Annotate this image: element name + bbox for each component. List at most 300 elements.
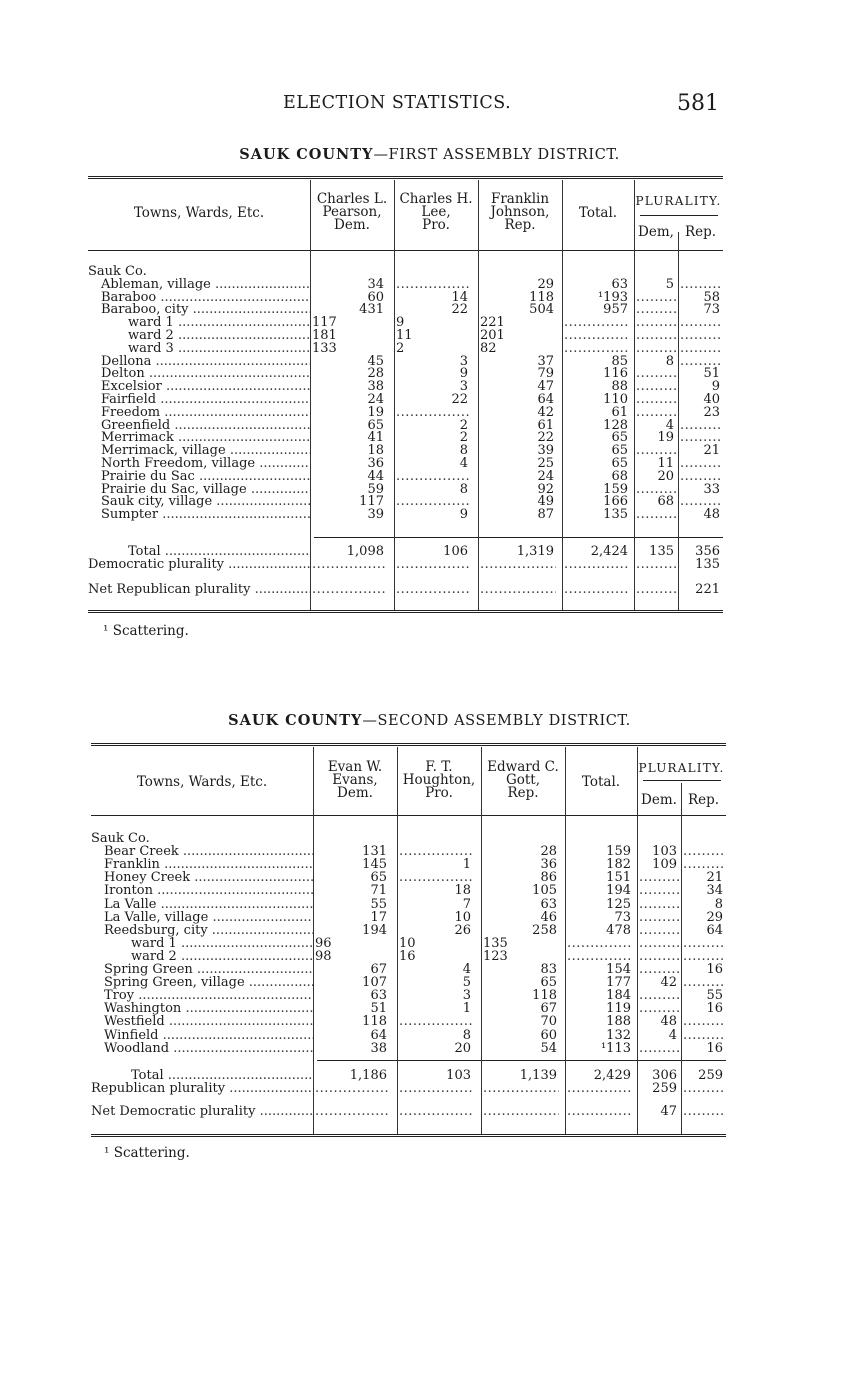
table-row <box>88 457 723 470</box>
cell: 2 <box>459 431 468 445</box>
table-row <box>88 393 723 406</box>
table-row <box>88 545 723 558</box>
cell: 188 <box>606 1015 631 1029</box>
cell: 2,424 <box>590 545 628 558</box>
cell: 86 <box>540 871 557 885</box>
cell: 18 <box>454 884 471 898</box>
cell: 1,186 <box>349 1069 387 1082</box>
cell <box>639 898 679 911</box>
cell: 16 <box>706 963 723 976</box>
cell <box>639 1002 679 1015</box>
cell: 25 <box>537 457 554 470</box>
cell <box>636 558 676 571</box>
table-row <box>88 355 723 368</box>
cell: 17 <box>370 910 387 924</box>
cell: 159 <box>603 482 628 496</box>
row-label: Troy ..... <box>91 989 313 1002</box>
cell <box>483 1105 559 1118</box>
cell: 83 <box>540 963 557 976</box>
cell <box>636 393 676 406</box>
cell: 118 <box>529 290 554 304</box>
cell <box>564 583 630 596</box>
cell <box>636 303 676 316</box>
cell: 194 <box>606 884 631 898</box>
cell: 24 <box>537 469 554 483</box>
cell: 98 <box>315 949 332 963</box>
row-label: Merrimack, village ..... <box>88 444 310 457</box>
table-row <box>91 871 726 884</box>
cell: 123 <box>483 949 508 963</box>
row-label: Dellona ..... <box>88 355 310 368</box>
cell: 117 <box>359 495 384 509</box>
cell: 38 <box>370 1041 387 1055</box>
cell: 44 <box>367 469 384 483</box>
row-label: North Freedom, village ..... <box>88 457 310 470</box>
row-label: Sumpter ..... <box>88 508 310 521</box>
cell: 118 <box>532 989 557 1003</box>
row-label: Washington ..... <box>91 1002 313 1015</box>
row-label: Reedsburg, city ..... <box>91 924 313 937</box>
cell: 34 <box>706 884 723 898</box>
cell: 103 <box>446 1069 471 1082</box>
cell: 159 <box>606 845 631 859</box>
cell: 11 <box>396 329 413 342</box>
cell <box>680 329 722 342</box>
cell: 37 <box>537 354 554 368</box>
cell <box>396 583 470 596</box>
cell: 8 <box>462 1028 471 1042</box>
row-label: Republican plurality ..... <box>91 1082 313 1095</box>
cell: 14 <box>451 290 468 304</box>
cell: 1,098 <box>346 545 384 558</box>
cell: 51 <box>370 1002 387 1016</box>
row-label: ward 2 ..... <box>88 329 310 342</box>
table-row <box>88 583 723 596</box>
cell: 54 <box>540 1041 557 1055</box>
cell: 42 <box>660 976 677 990</box>
cell <box>636 380 676 393</box>
cell <box>636 508 676 521</box>
cell <box>683 976 725 989</box>
cell: 65 <box>611 444 628 458</box>
table-row <box>91 1015 726 1028</box>
table-row <box>91 1105 726 1118</box>
cell: 85 <box>611 354 628 368</box>
cell <box>680 495 722 508</box>
cell: 177 <box>606 976 631 990</box>
cell: 88 <box>611 380 628 394</box>
table-row <box>88 419 723 432</box>
table-row <box>91 884 726 897</box>
cell: 135 <box>649 545 674 558</box>
cell: 8 <box>714 897 723 911</box>
table-row <box>88 278 723 291</box>
cell: 73 <box>703 303 720 317</box>
cell: 65 <box>611 457 628 470</box>
cell <box>564 316 630 329</box>
row-label: Sauk city, village ..... <box>88 495 310 508</box>
cell: 96 <box>315 936 332 950</box>
table-row <box>88 291 723 304</box>
cell: 117 <box>312 316 337 330</box>
cell: 51 <box>703 367 720 381</box>
cell: 28 <box>367 367 384 381</box>
plurality-dem-header: Dem, <box>638 224 674 240</box>
cell: 5 <box>665 277 674 291</box>
cell: 2 <box>396 341 405 355</box>
cell: 45 <box>367 354 384 368</box>
row-label: Greenfield ..... <box>88 419 310 432</box>
cell <box>396 278 470 291</box>
row-label: Net Republican plurality ..... <box>88 583 310 596</box>
cell <box>636 406 676 419</box>
cell: 24 <box>367 393 384 406</box>
cell: 194 <box>362 923 387 937</box>
total-header: Total. <box>578 205 618 221</box>
election-table-2 <box>91 739 726 1144</box>
cell <box>680 431 722 444</box>
row-label: ward 2 ..... <box>91 950 313 963</box>
row-label: Spring Green ..... <box>91 963 313 976</box>
row-label: Prairie du Sac, village ..... <box>88 483 310 496</box>
cell: 356 <box>695 545 720 558</box>
table-row <box>88 367 723 380</box>
table-row <box>91 911 726 924</box>
table-row <box>88 470 723 483</box>
election-table-1 <box>88 172 723 622</box>
cell: 131 <box>362 845 387 859</box>
row-label: Freedom ..... <box>88 406 310 419</box>
cell <box>683 1029 725 1042</box>
cell: 105 <box>532 884 557 898</box>
cell: 39 <box>537 444 554 458</box>
row-label: Baraboo, city ..... <box>88 303 310 316</box>
running-title: ELECTION STATISTICS. <box>283 93 512 113</box>
cell: 4 <box>668 1028 677 1042</box>
cell: 125 <box>606 897 631 911</box>
county-name-2: SAUK COUNTY <box>228 712 363 729</box>
cell <box>396 406 470 419</box>
table-row <box>88 495 723 508</box>
cell <box>399 845 473 858</box>
table-row <box>88 483 723 496</box>
cell: 61 <box>537 418 554 432</box>
cell <box>636 483 676 496</box>
cell: 68 <box>657 495 674 509</box>
cell <box>680 316 722 329</box>
cell <box>567 1105 633 1118</box>
cell: 59 <box>367 482 384 496</box>
cell <box>680 355 722 368</box>
cell <box>683 937 725 950</box>
cell: 26 <box>454 923 471 937</box>
cell: 22 <box>537 431 554 445</box>
cell: 166 <box>603 495 628 509</box>
row-label: Franklin ..... <box>91 858 313 871</box>
cell: 1,319 <box>516 545 554 558</box>
candidate-2-header: Charles H. Lee, Pro. <box>399 191 473 233</box>
cell: 145 <box>362 858 387 872</box>
cell <box>639 911 679 924</box>
cell: 79 <box>537 367 554 381</box>
table-row <box>91 898 726 911</box>
table-row <box>88 380 723 393</box>
cell: 128 <box>603 418 628 432</box>
table-row <box>88 508 723 521</box>
footnote-2: ¹ Scattering. <box>104 1145 190 1161</box>
cell: 1,139 <box>519 1069 557 1082</box>
cell <box>680 278 722 291</box>
total-header-2: Total. <box>581 774 621 790</box>
district-name-2: —SECOND ASSEMBLY DISTRICT. <box>362 713 631 729</box>
row-label: Merrimack ..... <box>88 431 310 444</box>
cell <box>399 871 473 884</box>
cell: 3 <box>459 380 468 394</box>
footnote-1: ¹ Scattering. <box>103 623 189 639</box>
cell: 10 <box>454 910 471 924</box>
cell: 132 <box>606 1028 631 1042</box>
cell <box>683 950 725 963</box>
cell: 82 <box>480 341 497 355</box>
cell: 133 <box>312 341 337 355</box>
row-label: ward 1 ..... <box>88 316 310 329</box>
cell: 1 <box>462 858 471 872</box>
cell: 4 <box>665 418 674 432</box>
cell <box>567 937 633 950</box>
table-row <box>91 1069 726 1082</box>
row-label: Net Democratic plurality ..... <box>91 1105 313 1118</box>
cell <box>312 558 386 571</box>
cell: 7 <box>462 897 471 911</box>
row-label: Sauk Co. <box>91 832 150 845</box>
running-header <box>0 93 859 121</box>
cell <box>567 1082 633 1095</box>
cell: 87 <box>537 508 554 522</box>
cell: 21 <box>706 871 723 885</box>
row-label: Westfield ..... <box>91 1015 313 1028</box>
cell: 10 <box>399 936 416 950</box>
cell: 36 <box>367 457 384 470</box>
cell <box>636 342 676 355</box>
cell <box>680 470 722 483</box>
cell: 116 <box>603 367 628 381</box>
cell: 40 <box>703 393 720 406</box>
county-name-1: SAUK COUNTY <box>239 146 374 163</box>
plurality-header-2: PLURALITY. <box>638 761 725 775</box>
cell: 42 <box>537 405 554 419</box>
table-row <box>91 924 726 937</box>
row-label: La Valle ..... <box>91 898 313 911</box>
cell: 478 <box>606 923 631 937</box>
cell <box>639 924 679 937</box>
cell: 106 <box>443 545 468 558</box>
cell: 63 <box>540 897 557 911</box>
cell: 67 <box>370 963 387 976</box>
row-label: La Valle, village ..... <box>91 911 313 924</box>
cell: 38 <box>367 380 384 394</box>
cell: 29 <box>706 910 723 924</box>
cell: 221 <box>695 583 720 597</box>
cell: 9 <box>396 316 405 330</box>
cell: 135 <box>695 558 720 572</box>
cell: 22 <box>451 393 468 406</box>
cell: 2 <box>459 418 468 432</box>
row-label: Sauk Co. <box>88 265 147 278</box>
table-row <box>91 1029 726 1042</box>
cell <box>315 1082 389 1095</box>
cell: 107 <box>362 976 387 990</box>
cell: 4 <box>459 457 468 470</box>
cell: 504 <box>529 303 554 317</box>
cell: 64 <box>370 1028 387 1042</box>
row-label: Spring Green, village ..... <box>91 976 313 989</box>
row-label: Prairie du Sac ..... <box>88 470 310 483</box>
candidate-3-header: Franklin Johnson, Rep. <box>490 191 550 233</box>
cell <box>480 558 556 571</box>
row-label: Honey Creek ..... <box>91 871 313 884</box>
table-row <box>91 963 726 976</box>
cell: 119 <box>606 1002 631 1016</box>
cell <box>639 989 679 1002</box>
cell <box>564 342 630 355</box>
cell: 48 <box>660 1015 677 1029</box>
cell <box>639 937 679 950</box>
table-row <box>88 265 723 278</box>
cell: 221 <box>480 316 505 330</box>
table-row <box>88 342 723 355</box>
cell: 70 <box>540 1015 557 1029</box>
cell: 151 <box>606 871 631 885</box>
cell: 41 <box>367 431 384 445</box>
cell: 48 <box>703 508 720 522</box>
cell: 16 <box>706 1002 723 1016</box>
cell: 92 <box>537 482 554 496</box>
cell: 181 <box>312 329 337 342</box>
cell: 39 <box>367 508 384 522</box>
cell: 16 <box>399 949 416 963</box>
table-row <box>91 950 726 963</box>
cell: 9 <box>459 367 468 381</box>
table-row <box>88 329 723 342</box>
cell <box>483 1082 559 1095</box>
table-row <box>88 444 723 457</box>
candidate-2-header-2: F. T. Houghton, Pro. <box>402 759 476 801</box>
cell <box>639 950 679 963</box>
cell: 154 <box>606 963 631 976</box>
cell <box>399 1105 473 1118</box>
cell: 110 <box>603 393 628 406</box>
cell: 184 <box>606 989 631 1003</box>
cell <box>396 558 470 571</box>
cell <box>399 1015 473 1028</box>
cell: 8 <box>459 482 468 496</box>
cell: 11 <box>657 457 674 470</box>
cell: 135 <box>603 508 628 522</box>
row-label: Delton ..... <box>88 367 310 380</box>
cell: 259 <box>652 1082 677 1096</box>
table-row <box>91 832 726 845</box>
cell: 9 <box>459 508 468 522</box>
row-label: Democratic plurality ..... <box>88 558 310 571</box>
table-row <box>91 1042 726 1055</box>
cell: 259 <box>698 1069 723 1082</box>
row-label: Woodland ..... <box>91 1042 313 1055</box>
cell <box>636 291 676 304</box>
cell <box>639 1042 679 1055</box>
cell: 16 <box>706 1041 723 1055</box>
row-label: Ableman, village ..... <box>88 278 310 291</box>
row-label: Fairfield ..... <box>88 393 310 406</box>
cell: 64 <box>537 393 554 406</box>
cell <box>636 316 676 329</box>
cell <box>683 858 725 871</box>
candidate-3-header-2: Edward C. Gott, Rep. <box>487 759 559 801</box>
cell: 20 <box>454 1041 471 1055</box>
cell: 18 <box>367 444 384 458</box>
cell: 55 <box>706 989 723 1003</box>
plurality-rep-header-2: Rep. <box>687 792 720 808</box>
cell <box>399 1082 473 1095</box>
cell <box>567 950 633 963</box>
table-row <box>88 316 723 329</box>
cell <box>636 583 676 596</box>
cell: 8 <box>665 354 674 368</box>
cell: 19 <box>657 431 674 445</box>
cell <box>680 457 722 470</box>
cell <box>683 1082 725 1095</box>
plurality-dem-header-2: Dem. <box>641 792 677 808</box>
row-label: Winfield ..... <box>91 1029 313 1042</box>
cell: 5 <box>462 976 471 990</box>
cell <box>639 963 679 976</box>
cell: 957 <box>603 303 628 317</box>
cell: 73 <box>614 910 631 924</box>
cell <box>312 583 386 596</box>
cell: 20 <box>657 469 674 483</box>
towns-header: Towns, Wards, Etc. <box>133 205 265 221</box>
cell: 61 <box>611 405 628 419</box>
table-row <box>88 558 723 571</box>
cell <box>396 495 470 508</box>
candidate-1-header-2: Evan W. Evans, Dem. <box>327 759 383 801</box>
cell <box>680 419 722 432</box>
cell <box>636 444 676 457</box>
cell: 29 <box>537 277 554 291</box>
row-label: Bear Creek ..... <box>91 845 313 858</box>
row-label: Total ..... <box>91 1069 313 1082</box>
cell: 23 <box>703 405 720 419</box>
cell: 60 <box>540 1028 557 1042</box>
cell: 49 <box>537 495 554 509</box>
cell: 65 <box>370 871 387 885</box>
cell: 46 <box>540 910 557 924</box>
cell: 36 <box>540 858 557 872</box>
cell: 55 <box>370 897 387 911</box>
cell: 19 <box>367 405 384 419</box>
page-number: 581 <box>677 91 719 116</box>
table-row <box>91 989 726 1002</box>
cell <box>683 845 725 858</box>
cell: 65 <box>611 431 628 445</box>
cell <box>396 470 470 483</box>
row-label: Excelsior ..... <box>88 380 310 393</box>
candidate-1-header: Charles L. Pearson, Dem. <box>316 191 388 233</box>
table-row <box>91 1082 726 1095</box>
cell <box>564 558 630 571</box>
cell: 1 <box>462 1002 471 1016</box>
cell: 2,429 <box>593 1069 631 1082</box>
district-title-1 <box>0 146 859 163</box>
